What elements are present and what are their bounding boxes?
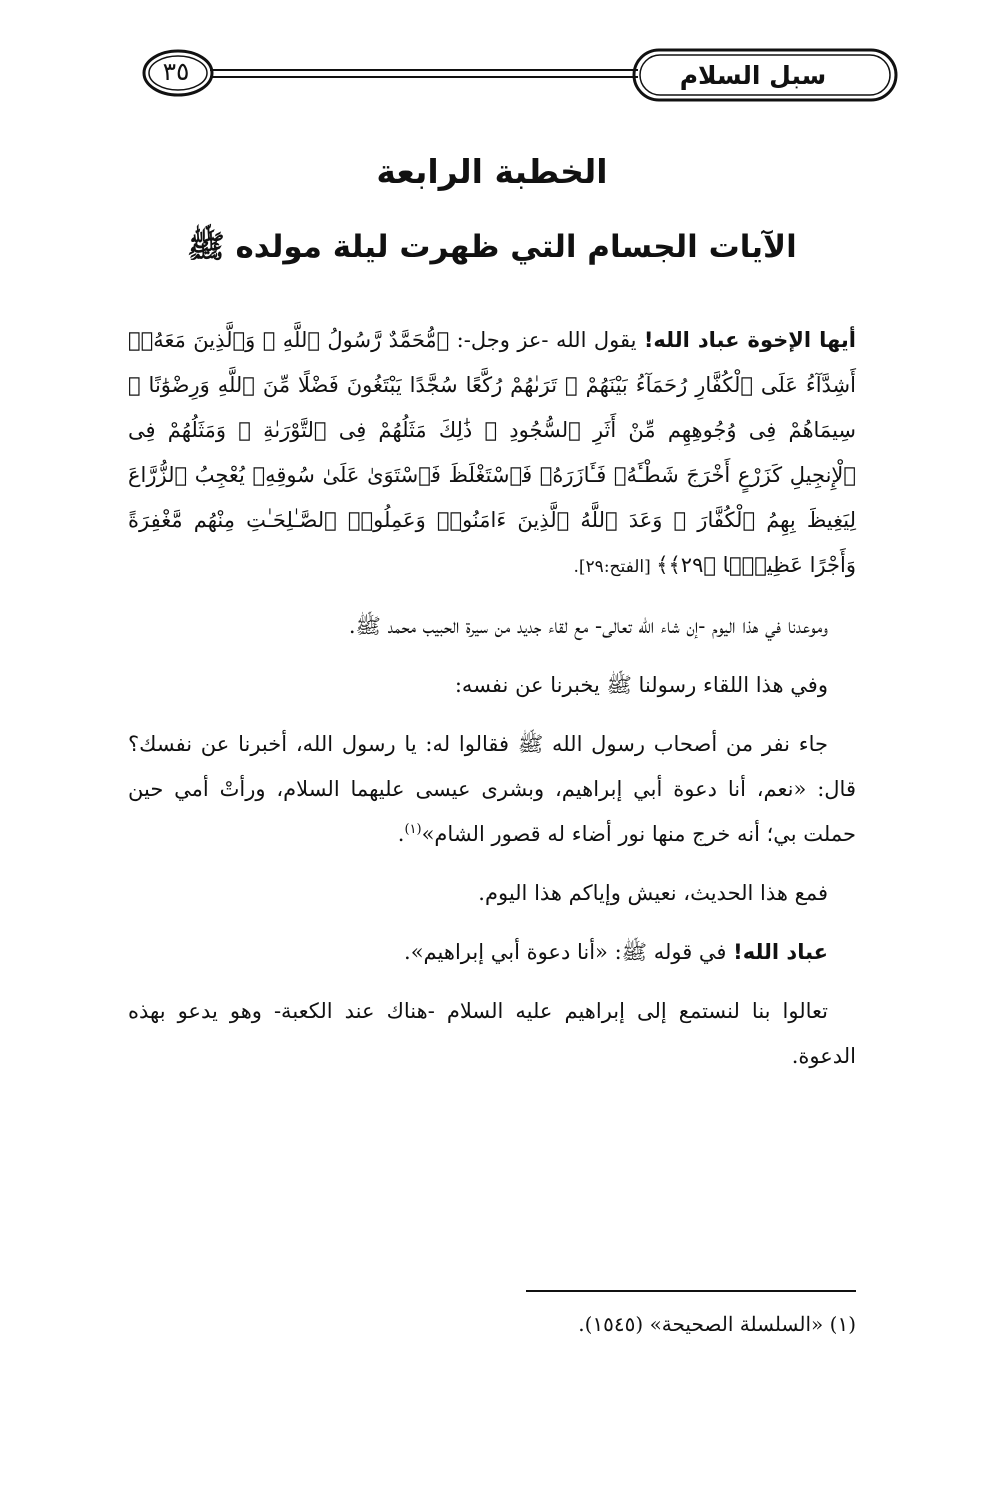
verse-reference: [الفتح:٢٩]. bbox=[573, 557, 657, 577]
paragraph-hadith bbox=[128, 722, 856, 857]
paragraph: فمع هذا الحديث، نعيش وإياكم هذا اليوم. bbox=[478, 881, 828, 905]
chapter-subtitle: الآيات الجسام التي ظهرت ليلة مولده ﷺ bbox=[187, 229, 797, 265]
main-text bbox=[128, 318, 856, 1093]
paragraph-end: . bbox=[397, 822, 405, 846]
paragraph: وفي هذا اللقاء رسولنا ﷺ يخبرنا عن نفسه: bbox=[454, 673, 828, 697]
paragraph-text: جاء نفر من أصحاب رسول الله ﷺ فقالوا له: يا رسول الله، أخبرنا عن نفسك؟ قال: «نعم، أنا دعوة أبي إبراهيم، وبشرى عيسى عليهما السلام، ورأتْ أمي حين حملت بي؛ أنه خرج منها نور أضاء له قصور الشام» bbox=[128, 732, 856, 846]
page-number: ٣٥ bbox=[162, 57, 190, 86]
header-book-title: سبل السلام bbox=[679, 61, 827, 90]
chapter-title: الخطبة الرابعة bbox=[376, 152, 608, 191]
footnote-marker: (١) bbox=[404, 822, 422, 837]
paragraph-with-lead bbox=[128, 930, 856, 975]
paragraph: وموعدنا في هذا اليوم -إن شاء الله تعالى- مع لقاء جديد من سيرة الحبيب محمد ﷺ. bbox=[348, 614, 828, 638]
paragraph: تعالوا بنا لنستمع إلى إبراهيم عليه السلام -هناك عند الكعبة- وهو يدعو بهذه الدعوة. bbox=[128, 999, 856, 1068]
paragraph-text: يقول الله -عز وجل-: bbox=[449, 328, 644, 352]
footnote-divider bbox=[526, 1290, 856, 1292]
footnote: (١) «السلسلة الصحيحة» (١٥٤٥). bbox=[578, 1312, 856, 1336]
paragraph-lead: عباد الله! bbox=[733, 940, 828, 964]
running-header bbox=[140, 44, 900, 106]
quran-verse: ﴿مُّحَمَّدٌ رَّسُولُ ٱللَّهِ ۚ وَٱلَّذِينَ مَعَهُۥٓ أَشِدَّآءُ عَلَى ٱلْكُفَّارِ رُحَمَآءُ بَيْنَهُمْ ۖ تَرَىٰهُمْ رُكَّعًا سُجَّدًا يَبْتَغُونَ فَضْلًا مِّنَ ٱللَّهِ وَرِضْوَٰنًا ۖ سِيمَاهُمْ فِى وُجُوهِهِم مِّنْ أَثَرِ ٱلسُّجُودِ ۚ ذَٰلِكَ مَثَلُهُمْ فِى ٱلتَّوْرَىٰةِ ۚ وَمَثَلُهُمْ فِى ٱلْإِنجِيلِ كَزَرْعٍ أَخْرَجَ شَطْـَٔهُۥ فَـَٔازَرَهُۥ فَٱسْتَغْلَظَ فَٱسْتَوَىٰ عَلَىٰ سُوقِهِۦ يُعْجِبُ ٱلزُّرَّاعَ لِيَغِيظَ بِهِمُ ٱلْكُفَّارَ ۗ وَعَدَ ٱللَّهُ ٱلَّذِينَ ءَامَنُوا۟ وَعَمِلُوا۟ ٱلصَّـٰلِحَـٰتِ مِنْهُم مَّغْفِرَةً وَأَجْرًا عَظِيمًۢا ﴿٢٩﴾﴾ bbox=[128, 328, 856, 577]
paragraph-quran-verse bbox=[128, 318, 856, 590]
paragraph-text: في قوله ﷺ: «أنا دعوة أبي إبراهيم». bbox=[404, 940, 734, 964]
paragraph-lead: أيها الإخوة عباد الله! bbox=[643, 328, 856, 352]
